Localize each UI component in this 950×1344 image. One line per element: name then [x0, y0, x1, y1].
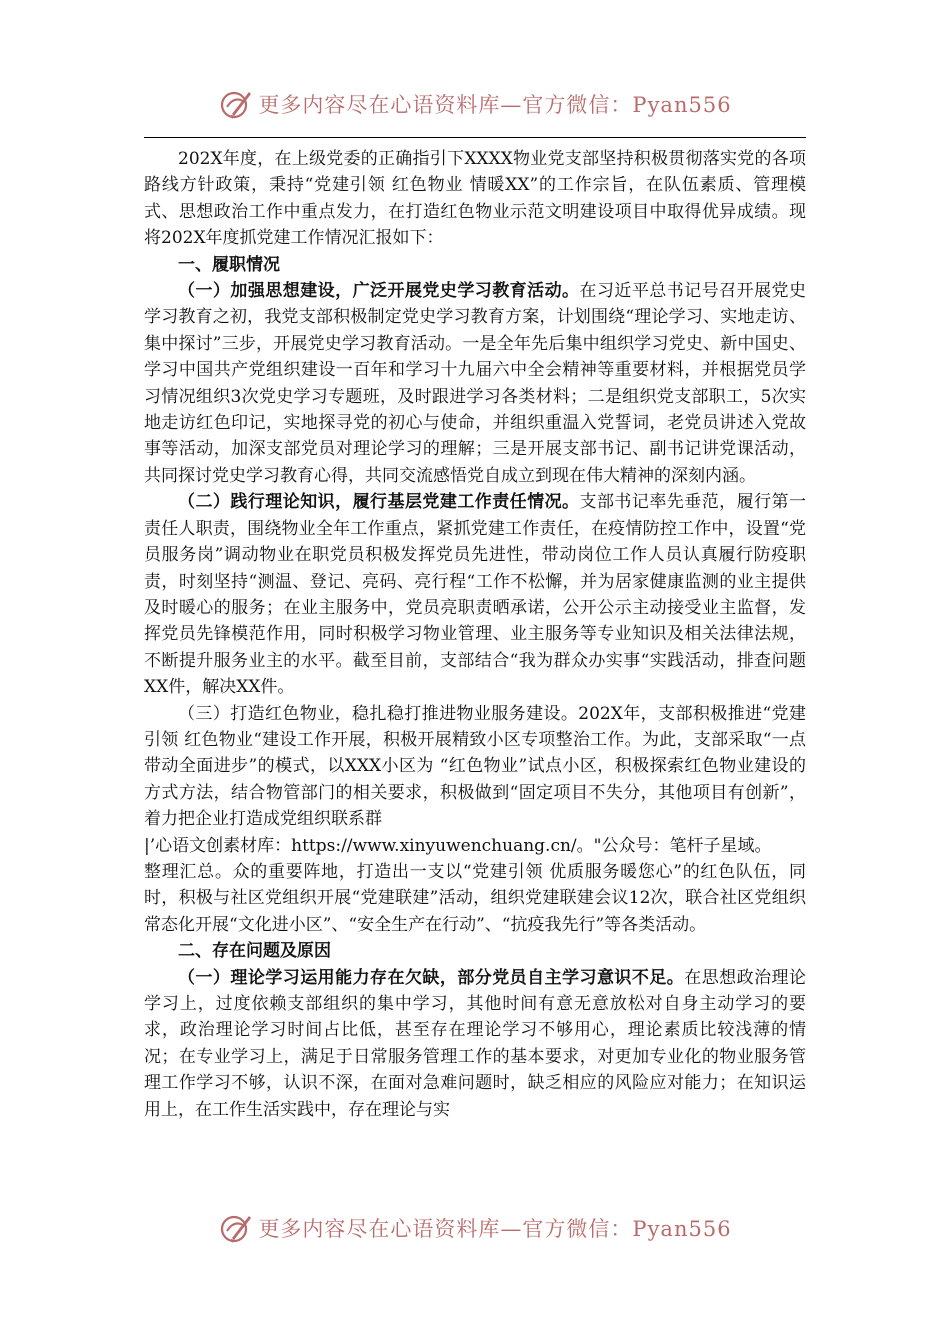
- paragraph-text: 支部书记率先垂范，履行第一责任人职责，围绕物业全年工作重点，紧抓党建工作责任，在疫情防控工作中，设置“党员服务岗”调动物业在职党员积极发挥党员先进性，带动岗位工作人员认真履行防疫职责，时刻坚持“测温、登记、亮码、亮行程“工作不松懈，并为居家健康监测的业主提供及时暖心的服务；在业主服务中，党员亮职责晒承诺，公开公示主动接受业主监督，发挥党员先锋模范作用，同时积极学习物业管理、业主服务等专业知识及相关法律法规，不断提升服务业主的水平。截至目前，支部结合“我为群众办实事“实践活动，排查问题XX件，解决XX件。: [144, 492, 807, 698]
- paragraph-theory-learning: [144, 965, 806, 1123]
- paragraph-text: 在思想政治理论学习上，过度依赖支部组织的集中学习，其他时间有意无意放松对自身主动学习的要求，政治理论学习时间占比低，甚至存在理论学习不够用心，理论素质比较浅薄的情况；在专业学习上，满足于日常服务管理工作的基本要求，对更加专业化的物业服务管理工作学习不够，认识不深，在面对急难问题时，缺乏相应的风险应对能力；在知识运用上，在工作生活实践中，存在理论与实: [144, 967, 807, 1120]
- paragraph-practice-theory: [144, 489, 806, 700]
- header-rule: [144, 137, 806, 138]
- watermark-banner-bottom: [0, 1208, 950, 1248]
- inline-source-note: |’心语文创素材库：https://www.xinyuwenchuang.cn/。"公众号：笔杆子星域。: [144, 835, 772, 856]
- pen-logo-icon: [218, 1210, 254, 1246]
- paragraph-red-property-continued: 整理汇总。众的重要阵地，打造出一支以“党建引领 优质服务暖您心”的红色队伍，同时，积极与社区党组织开展“党建联建”活动，组织党建联建会议12次，联合社区党组织常态化开展“文化进小区”、“安全生产在行动”、“抗疫我先行”等各类活动。: [144, 861, 806, 935]
- pen-logo-icon: [218, 86, 254, 122]
- section-heading-performance: 一、履职情况: [178, 254, 280, 275]
- watermark-banner-top: [0, 84, 950, 124]
- paragraph-heading: （一）加强思想建设，广泛开展党史学习教育活动。: [178, 281, 580, 302]
- watermark-text: 更多内容尽在心语资料库—官方微信：Pyan556: [258, 1217, 732, 1241]
- paragraph-text: 在习近平总书记号召开展党史学习教育之初，我党支部积极制定党史学习教育方案，计划围绕“理论学习、实地走访、集中探讨”三步，开展党史学习教育活动。一是全年先后集中组织学习党史、新中国史、学习中国共产党组织建设一百年和学习十九届六中全会精神等重要材料，并根据党员学习情况组织3次党史学习专题班，及时跟进学习各类材料；二是组织党支部职工，5次实地走访红色印记，实地探寻党的初心与使命，并组织重温入党誓词，老党员讲述入党故事等活动，加深支部党员对理论学习的理解；三是开展支部书记、副书记讲党课活动，共同探讨党史学习教育心得，共同交流感悟党自成立到现在伟大精神的深刻内涵。: [144, 281, 807, 486]
- paragraph-heading: （一）理论学习运用能力存在欠缺，部分党员自主学习意识不足。: [178, 967, 685, 988]
- watermark-text: 更多内容尽在心语资料库—官方微信：Pyan556: [258, 93, 732, 117]
- section-heading-problems: 二、存在问题及原因: [178, 941, 331, 962]
- paragraph-ideological-building: [144, 278, 806, 489]
- document-body: [144, 146, 806, 1123]
- paragraph-heading: （二）践行理论知识，履行基层党建工作责任情况。: [178, 492, 580, 513]
- paragraph-red-property: （三）打造红色物业，稳扎稳打推进物业服务建设。202X年，支部积极推进“党建引领 红色物业“建设工作开展，积极开展精致小区专项整治工作。为此，支部采取“一点带动全面进步”的模式，以XXX小区为 “红色物业”试点小区，积极探索红色物业建设的方式方法，结合物管部门的相关要求，积极做到“固定项目不失分，其他项目有创新”，着力把企业打造成党组织联系群: [144, 703, 806, 830]
- intro-paragraph: 202X年度，在上级党委的正确指引下XXXX物业党支部坚持积极贯彻落实党的各项路线方针政策，秉持“党建引领 红色物业 情暖XX”的工作宗旨，在队伍素质、管理模式、思想政治工作中重点发力，在打造红色物业示范文明建设项目中取得优异成绩。现将202X年度抓党建工作情况汇报如下：: [144, 149, 806, 249]
